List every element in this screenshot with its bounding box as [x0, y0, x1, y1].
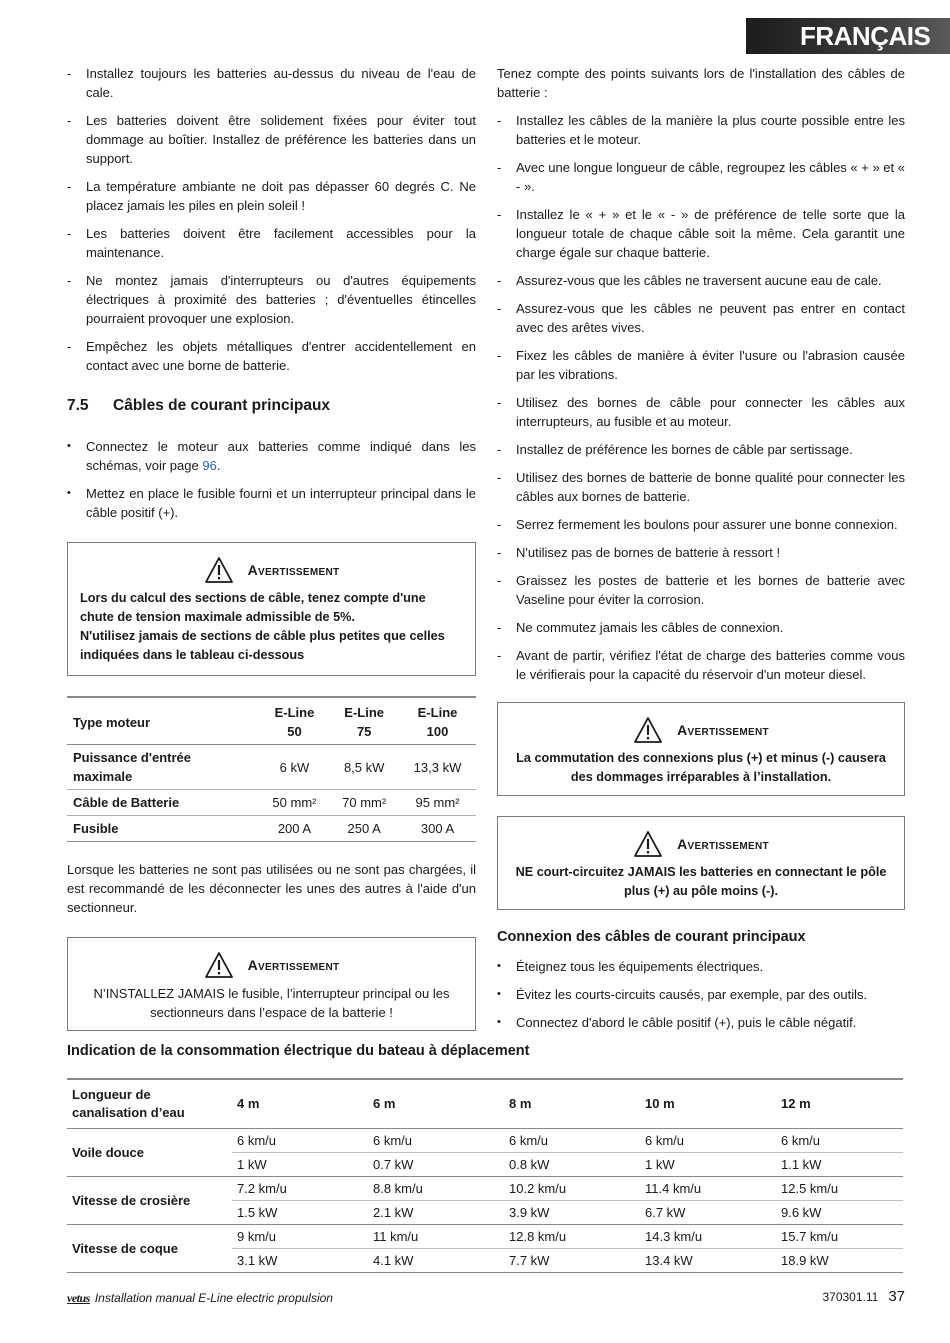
row-label: Puissance d'entrée maximale	[67, 745, 260, 790]
table-cell: 10.2 km/u	[504, 1177, 640, 1201]
right-column	[497, 64, 905, 1041]
list-item: - Ne montez jamais d'interrupteurs ou d'autres équipements électriques à proximité des batteries ; d'éventuelles étincelles pourraient provoquer une explosion.	[67, 271, 476, 328]
column-header: 10 m	[640, 1079, 776, 1129]
consumption-title: Indication de la consommation électrique du bateau à déplacement	[67, 1043, 530, 1059]
page-link[interactable]: 96	[202, 458, 217, 473]
list-item: - Avec une longue longueur de câble, regroupez les câbles « + » et « - ».	[497, 158, 905, 196]
list-item: - La température ambiante ne doit pas dépasser 60 degrés C. Ne placez jamais les piles en plein soleil !	[67, 177, 476, 215]
column-header: 6 m	[368, 1079, 504, 1129]
section-title: Câbles de courant principaux	[113, 397, 331, 414]
table-cell: 2.1 kW	[368, 1201, 504, 1225]
warning-title: Avertissement	[247, 561, 340, 578]
warning-triangle-icon	[204, 556, 234, 584]
table-cell: 6 kW	[260, 745, 330, 790]
column-header: E-Line 50	[260, 697, 330, 745]
warning-header	[80, 951, 463, 979]
list-item: - Utilisez des bornes de câble pour connecter les câbles aux interrupteurs, au fusible et au moteur.	[497, 393, 905, 431]
table-row	[67, 1177, 903, 1201]
table-cell: 3.1 kW	[232, 1249, 368, 1273]
warning-text: Lors du calcul des sections de câble, tenez compte d'une chute de tension maximale admissible de 5%.	[80, 591, 426, 624]
brand-logo: vetus	[67, 1291, 90, 1305]
table-cell: 0.8 kW	[504, 1153, 640, 1177]
table-cell: 6 km/u	[776, 1129, 903, 1153]
table-cell: 1 kW	[640, 1153, 776, 1177]
cable-installation-list	[497, 111, 905, 684]
warning-title: Avertissement	[677, 835, 769, 852]
warning-triangle-icon	[204, 951, 234, 979]
table-cell: 11.4 km/u	[640, 1177, 776, 1201]
table-header-row	[67, 1079, 903, 1129]
document-number: 370301.11	[822, 1290, 879, 1304]
table-cell: 1.1 kW	[776, 1153, 903, 1177]
page-number: 37	[888, 1288, 905, 1305]
warning-title: Avertissement	[677, 721, 769, 738]
table-cell: 4.1 kW	[368, 1249, 504, 1273]
table-cell: 9.6 kW	[776, 1201, 903, 1225]
warning-header	[510, 830, 892, 858]
battery-safety-list	[67, 64, 476, 375]
table-cell: 12.5 km/u	[776, 1177, 903, 1201]
table-cell: 11 km/u	[368, 1225, 504, 1249]
table-cell: 6 km/u	[640, 1129, 776, 1153]
disconnect-paragraph: Lorsque les batteries ne sont pas utilisées ou ne sont pas chargées, il est recommandé de les déconnecter les unes des autres à l'aide d'un sectionneur.	[67, 862, 476, 915]
table-cell: 7.2 km/u	[232, 1177, 368, 1201]
list-item: - Avant de partir, vérifiez l'état de charge des batteries comme vous le vérifierais pour la capacité du réservoir d'un moteur diesel.	[497, 646, 905, 684]
warning-text: La commutation des connexions plus (+) et minus (-) causera des dommages irréparables à l’installation.	[516, 751, 886, 784]
connection-list	[497, 957, 905, 1032]
intro-paragraph: Tenez compte des points suivants lors de l'installation des câbles de batterie :	[497, 66, 905, 100]
list-item: • Mettez en place le fusible fourni et un interrupteur principal dans le câble positif (+).	[67, 484, 476, 522]
table-cell: 12.8 km/u	[504, 1225, 640, 1249]
warning-triangle-icon	[633, 716, 663, 744]
warning-text: N’INSTALLEZ JAMAIS le fusible, l’interrupteur principal ou les sectionneurs dans l’espace de la batterie !	[93, 986, 450, 1020]
table-cell: 13.4 kW	[640, 1249, 776, 1273]
column-header: Type moteur	[67, 697, 260, 745]
list-item	[67, 437, 476, 475]
list-item: • Éteignez tous les équipements électriques.	[497, 957, 905, 976]
table-row	[67, 1129, 903, 1153]
table-cell: 6 km/u	[504, 1129, 640, 1153]
column-header: 12 m	[776, 1079, 903, 1129]
table-row	[67, 745, 476, 790]
list-item: - Fixez les câbles de manière à éviter l'usure ou l'abrasion causée par les vibrations.	[497, 346, 905, 384]
list-item: - Installez le « + » et le « - » de préférence de telle sorte que la longueur totale de chaque câble soit la même. Cela garantit une charge égale sur chaque batterie.	[497, 205, 905, 262]
table-cell: 7.7 kW	[504, 1249, 640, 1273]
footer-left	[67, 1289, 333, 1308]
warning-header	[510, 716, 892, 744]
warning-box-short-circuit	[497, 816, 905, 910]
table-cell: 70 mm²	[329, 790, 399, 816]
column-header: 4 m	[232, 1079, 368, 1129]
list-item: • Connectez d'abord le câble positif (+), puis le câble négatif.	[497, 1013, 905, 1032]
column-header: E-Line 100	[399, 697, 476, 745]
section-number: 7.5	[67, 397, 89, 414]
warning-box-polarity	[497, 702, 905, 796]
column-header: E-Line 75	[329, 697, 399, 745]
list-item: • Évitez les courts-circuits causés, par exemple, par des outils.	[497, 985, 905, 1004]
list-item: - Ne commutez jamais les câbles de connexion.	[497, 618, 905, 637]
table-cell: 200 A	[260, 816, 330, 842]
list-item-text: Connectez le moteur aux batteries comme indiqué dans les schémas, voir page	[86, 439, 476, 473]
table-cell: 15.7 km/u	[776, 1225, 903, 1249]
warning-title: Avertissement	[247, 956, 340, 973]
table-cell: 8,5 kW	[329, 745, 399, 790]
warning-text: N'utilisez jamais de sections de câble plus petites que celles indiquées dans le tableau ci-dessous	[80, 629, 445, 662]
list-item-end: .	[216, 458, 221, 473]
left-column	[67, 64, 476, 1031]
table-cell: 1 kW	[232, 1153, 368, 1177]
list-item: - Serrez fermement les boulons pour assurer une bonne connexion.	[497, 515, 905, 534]
connection-heading: Connexion des câbles de courant principaux	[497, 929, 806, 945]
row-label: Câble de Batterie	[67, 790, 260, 816]
list-item: - Les batteries doivent être solidement fixées pour éviter tout dommage au boîtier. Installez de préférence les batteries dans un support.	[67, 111, 476, 168]
list-item: - Assurez-vous que les câbles ne peuvent pas entrer en contact avec des arêtes vives.	[497, 299, 905, 337]
list-item: - Graissez les postes de batterie et les bornes de batterie avec Vaseline pour éviter la corrosion.	[497, 571, 905, 609]
table-cell: 6.7 kW	[640, 1201, 776, 1225]
row-label: Vitesse de crosière	[67, 1177, 232, 1225]
table-cell: 3.9 kW	[504, 1201, 640, 1225]
table-cell: 6 km/u	[368, 1129, 504, 1153]
list-item: - Les batteries doivent être facilement accessibles pour la maintenance.	[67, 224, 476, 262]
warning-box-cable-section	[67, 542, 476, 676]
list-item: - Utilisez des bornes de batterie de bonne qualité pour connecter les câbles aux bornes de batterie.	[497, 468, 905, 506]
footer-right	[822, 1287, 905, 1307]
cable-spec-table	[67, 696, 476, 842]
table-cell: 300 A	[399, 816, 476, 842]
row-label: Fusible	[67, 816, 260, 842]
column-header: 8 m	[504, 1079, 640, 1129]
table-cell: 18.9 kW	[776, 1249, 903, 1273]
table-cell: 95 mm²	[399, 790, 476, 816]
table-cell: 6 km/u	[232, 1129, 368, 1153]
list-item: - N'utilisez pas de bornes de batterie à ressort !	[497, 543, 905, 562]
language-tab: FRANÇAIS	[746, 18, 950, 54]
section-heading	[67, 396, 476, 415]
table-cell: 1.5 kW	[232, 1201, 368, 1225]
table-row	[67, 816, 476, 842]
row-label: Voile douce	[67, 1129, 232, 1177]
warning-text: NE court-circuitez JAMAIS les batteries en connectant le pôle plus (+) au pôle moins (-).	[515, 865, 887, 898]
warning-header	[80, 556, 463, 584]
table-cell: 14.3 km/u	[640, 1225, 776, 1249]
table-cell: 8.8 km/u	[368, 1177, 504, 1201]
warning-box-fuse	[67, 937, 476, 1031]
warning-triangle-icon	[633, 830, 663, 858]
row-label: Vitesse de coque	[67, 1225, 232, 1273]
table-cell: 50 mm²	[260, 790, 330, 816]
list-item: - Empêchez les objets métalliques d'entrer accidentellement en contact avec une borne de batterie.	[67, 337, 476, 375]
table-row	[67, 1225, 903, 1249]
table-row	[67, 790, 476, 816]
list-item: - Installez toujours les batteries au-dessus du niveau de l'eau de cale.	[67, 64, 476, 102]
table-cell: 250 A	[329, 816, 399, 842]
list-item: - Assurez-vous que les câbles ne traversent aucune eau de cale.	[497, 271, 905, 290]
table-cell: 13,3 kW	[399, 745, 476, 790]
consumption-table	[67, 1078, 903, 1273]
list-item: - Installez de préférence les bornes de câble par sertissage.	[497, 440, 905, 459]
column-header: Longueur de canalisation d’eau	[67, 1079, 232, 1129]
main-cable-list	[67, 437, 476, 522]
list-item: - Installez les câbles de la manière la plus courte possible entre les batteries et le moteur.	[497, 111, 905, 149]
table-cell: 0.7 kW	[368, 1153, 504, 1177]
manual-title: Installation manual E-Line electric propulsion	[94, 1291, 333, 1305]
table-cell: 9 km/u	[232, 1225, 368, 1249]
table-header-row	[67, 697, 476, 745]
